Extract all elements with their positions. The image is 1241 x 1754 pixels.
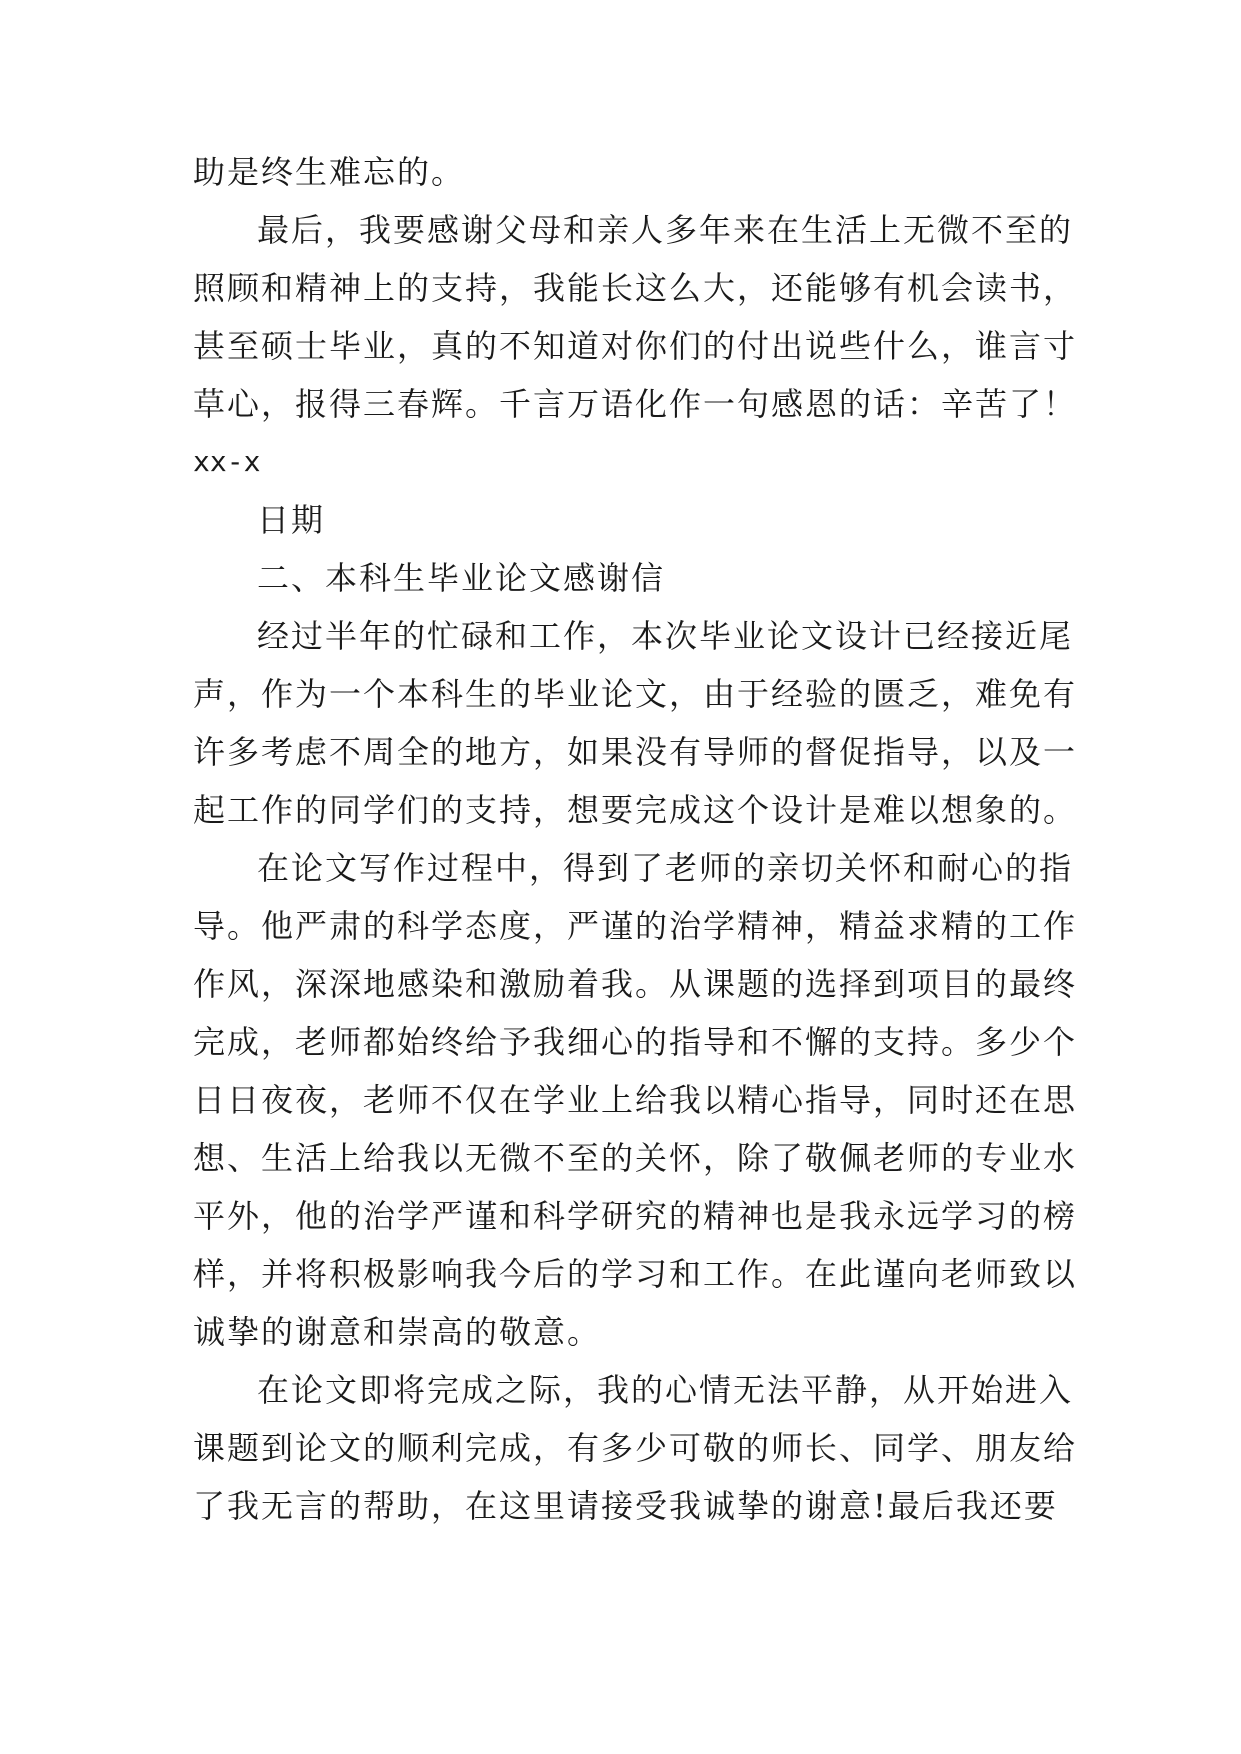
date-label: 日期	[257, 501, 326, 539]
text-line: 草心，报得三春辉。千言万语化作一句感恩的话：辛苦了！	[193, 385, 1078, 423]
text-line: 起工作的同学们的支持，想要完成这个设计是难以想象的。	[193, 791, 1078, 829]
text-line: 甚至硕士毕业，真的不知道对你们的付出说些什么，谁言寸	[193, 327, 1078, 365]
text-line: 最后，我要感谢父母和亲人多年来在生活上无微不至的	[257, 211, 1074, 249]
text-line: 完成，老师都始终给予我细心的指导和不懈的支持。多少个	[193, 1023, 1078, 1061]
text-line: 声，作为一个本科生的毕业论文，由于经验的匮乏，难免有	[193, 675, 1078, 713]
text-line: 想、生活上给我以无微不至的关怀，除了敬佩老师的专业水	[193, 1139, 1078, 1177]
date-placeholder: xx-x	[193, 445, 261, 478]
text-line: 助是终生难忘的。	[193, 153, 466, 191]
text-line: 许多考虑不周全的地方，如果没有导师的督促指导，以及一	[193, 733, 1078, 771]
text-line: 在论文即将完成之际，我的心情无法平静，从开始进入	[257, 1371, 1074, 1409]
text-line: 在论文写作过程中，得到了老师的亲切关怀和耐心的指	[257, 849, 1074, 887]
text-line: 作风，深深地感染和激励着我。从课题的选择到项目的最终	[193, 965, 1078, 1003]
text-line: 经过半年的忙碌和工作，本次毕业论文设计已经接近尾	[257, 617, 1074, 655]
text-line: 课题到论文的顺利完成，有多少可敬的师长、同学、朋友给	[193, 1429, 1078, 1467]
text-line: 照顾和精神上的支持，我能长这么大，还能够有机会读书，	[193, 269, 1078, 307]
section-heading: 二、本科生毕业论文感谢信	[257, 559, 666, 597]
text-line: 导。他严肃的科学态度，严谨的治学精神，精益求精的工作	[193, 907, 1078, 945]
text-line: 日日夜夜，老师不仅在学业上给我以精心指导，同时还在思	[193, 1081, 1078, 1119]
text-line: 样，并将积极影响我今后的学习和工作。在此谨向老师致以	[193, 1255, 1078, 1293]
text-line: 诚挚的谢意和崇高的敬意。	[193, 1313, 602, 1351]
text-line: 平外，他的治学严谨和科学研究的精神也是我永远学习的榜	[193, 1197, 1078, 1235]
text-line: 了我无言的帮助，在这里请接受我诚挚的谢意!最后我还要	[193, 1487, 1058, 1525]
